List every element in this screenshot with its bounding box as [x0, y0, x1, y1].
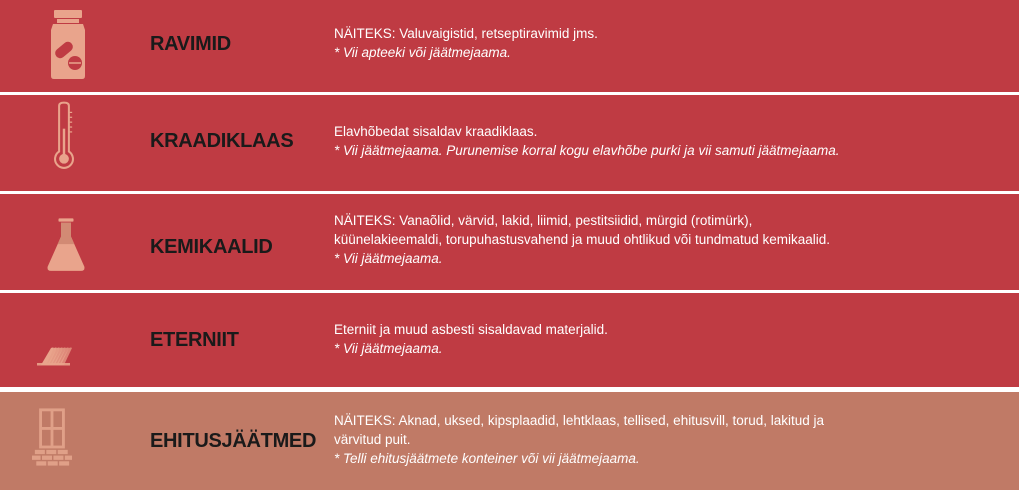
description-line: Elavhõbedat sisaldav kraadiklaas.: [334, 124, 538, 139]
description-line: värvitud puit.: [334, 432, 411, 447]
row-description: [334, 320, 1004, 358]
window-bricks-icon: [32, 402, 72, 472]
row-kemikaalid: [0, 194, 1019, 290]
row-description: [334, 411, 1004, 468]
disposal-note: * Vii jäätmejaama.: [334, 251, 443, 266]
row-kraadiklaas: [0, 95, 1019, 191]
row-eterniit: [0, 293, 1019, 387]
description-line: NÄITEKS: Vanaõlid, värvid, lakid, liimid, pestitsiidid, mürgid (rotimürk),: [334, 213, 753, 228]
row-title: EHITUSJÄÄTMED: [150, 430, 317, 452]
disposal-note: * Vii apteeki või jäätmejaama.: [334, 45, 511, 60]
description-line: NÄITEKS: Aknad, uksed, kipsplaadid, lehtklaas, tellised, ehitusvill, torud, lakitud ja: [334, 413, 825, 428]
row-ehitusjaatmed: [0, 392, 1019, 490]
medicine-bottle-icon: [48, 10, 88, 80]
asbestos-sheets-icon: [36, 321, 76, 391]
row-description: [334, 211, 1004, 268]
thermometer-icon: [44, 101, 84, 171]
description-line: NÄITEKS: Valuvaigistid, retseptiravimid jms.: [334, 26, 598, 41]
row-title: ETERNIIT: [150, 329, 239, 351]
row-title: RAVIMID: [150, 33, 231, 55]
description-line: küünelakieemaldi, torupuhastusvahend ja muud ohtlikud või tundmatud kemikaalid.: [334, 232, 831, 247]
row-title: KRAADIKLAAS: [150, 130, 294, 152]
row-ravimid: [0, 0, 1019, 92]
row-description: [334, 122, 1004, 160]
row-title: KEMIKAALID: [150, 236, 273, 258]
disposal-note: * Telli ehitusjäätmete konteiner või vii jäätmejaama.: [334, 451, 640, 466]
disposal-note: * Vii jäätmejaama.: [334, 341, 443, 356]
description-line: Eterniit ja muud asbesti sisaldavad materjalid.: [334, 322, 608, 337]
row-description: [334, 24, 1004, 62]
flask-icon: [46, 210, 86, 280]
disposal-note: * Vii jäätmejaama. Purunemise korral kogu elavhõbe purki ja vii samuti jäätmejaama.: [334, 143, 840, 158]
